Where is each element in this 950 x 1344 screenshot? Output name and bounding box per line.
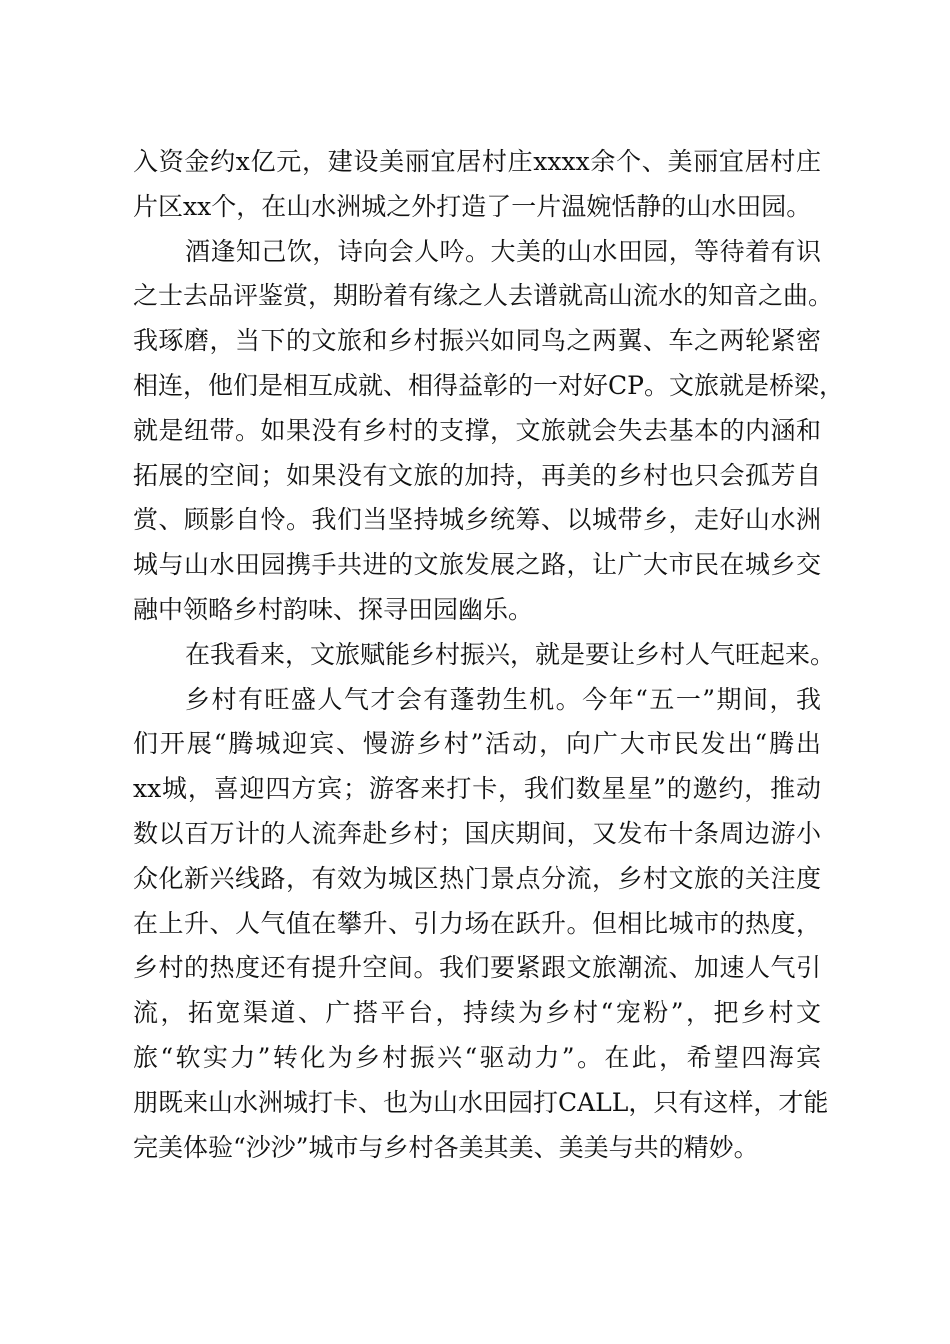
text-line: 众化新兴线路，有效为城区热门景点分流，乡村文旅的关注度 [133, 863, 821, 893]
paragraph [133, 633, 836, 678]
text-line: 相连，他们是相互成就、相得益彰的一对好CP。文旅就是桥梁， [133, 370, 844, 400]
paragraph [133, 140, 821, 230]
text-line: 完美体验“沙沙”城市与乡村各美其美、美美与共的精妙。 [133, 1132, 759, 1162]
text-line: 城与山水田园携手共进的文旅发展之路，让广大市民在城乡交 [133, 550, 821, 580]
text-line: 朋既来山水洲城打卡、也为山水田园打CALL，只有这样，才能 [133, 1087, 829, 1117]
text-line: 在上升、人气值在攀升、引力场在跃升。但相比城市的热度， [133, 908, 821, 938]
text-line: 数以百万计的人流奔赴乡村；国庆期间，又发布十条周边游小 [133, 818, 821, 848]
paragraph [133, 230, 844, 633]
text-line: 旅“软实力”转化为乡村振兴“驱动力”。在此，希望四海宾 [133, 1042, 821, 1072]
text-line: 入资金约x亿元，建设美丽宜居村庄xxxx余个、美丽宜居村庄 [133, 147, 821, 176]
text-line: 在我看来，文旅赋能乡村振兴，就是要让乡村人气旺起来。 [185, 639, 836, 669]
text-line: 就是纽带。如果没有乡村的支撑，文旅就会失去基本的内涵和 [133, 415, 821, 445]
text-line: 片区xx个，在山水洲城之外打造了一片温婉恬静的山水田园。 [133, 191, 812, 221]
text-line: 融中领略乡村韵味、探寻田园幽乐。 [133, 594, 534, 624]
text-line: 流，拓宽渠道、广搭平台，持续为乡村“宠粉”，把乡村文 [133, 998, 821, 1028]
text-line: 酒逢知己饮，诗向会人吟。大美的山水田园，等待着有识 [185, 236, 821, 266]
paragraph [133, 678, 829, 1171]
text-line: 们开展“腾城迎宾、慢游乡村”活动，向广大市民发出“腾出 [133, 729, 821, 759]
text-line: xx城，喜迎四方宾；游客来打卡，我们数星星”的邀约，推动 [133, 774, 821, 804]
document-page [133, 140, 844, 1170]
text-line: 我琢磨，当下的文旅和乡村振兴如同鸟之两翼、车之两轮紧密 [133, 326, 821, 356]
text-line: 拓展的空间；如果没有文旅的加持，再美的乡村也只会孤芳自 [133, 460, 821, 490]
text-line: 乡村有旺盛人气才会有蓬勃生机。今年“五一”期间，我 [185, 684, 821, 714]
text-line: 乡村的热度还有提升空间。我们要紧跟文旅潮流、加速人气引 [133, 953, 821, 983]
text-line: 赏、顾影自怜。我们当坚持城乡统筹、以城带乡，走好山水洲 [133, 505, 821, 535]
text-line: 之士去品评鉴赏，期盼着有缘之人去谱就高山流水的知音之曲。 [133, 281, 834, 311]
